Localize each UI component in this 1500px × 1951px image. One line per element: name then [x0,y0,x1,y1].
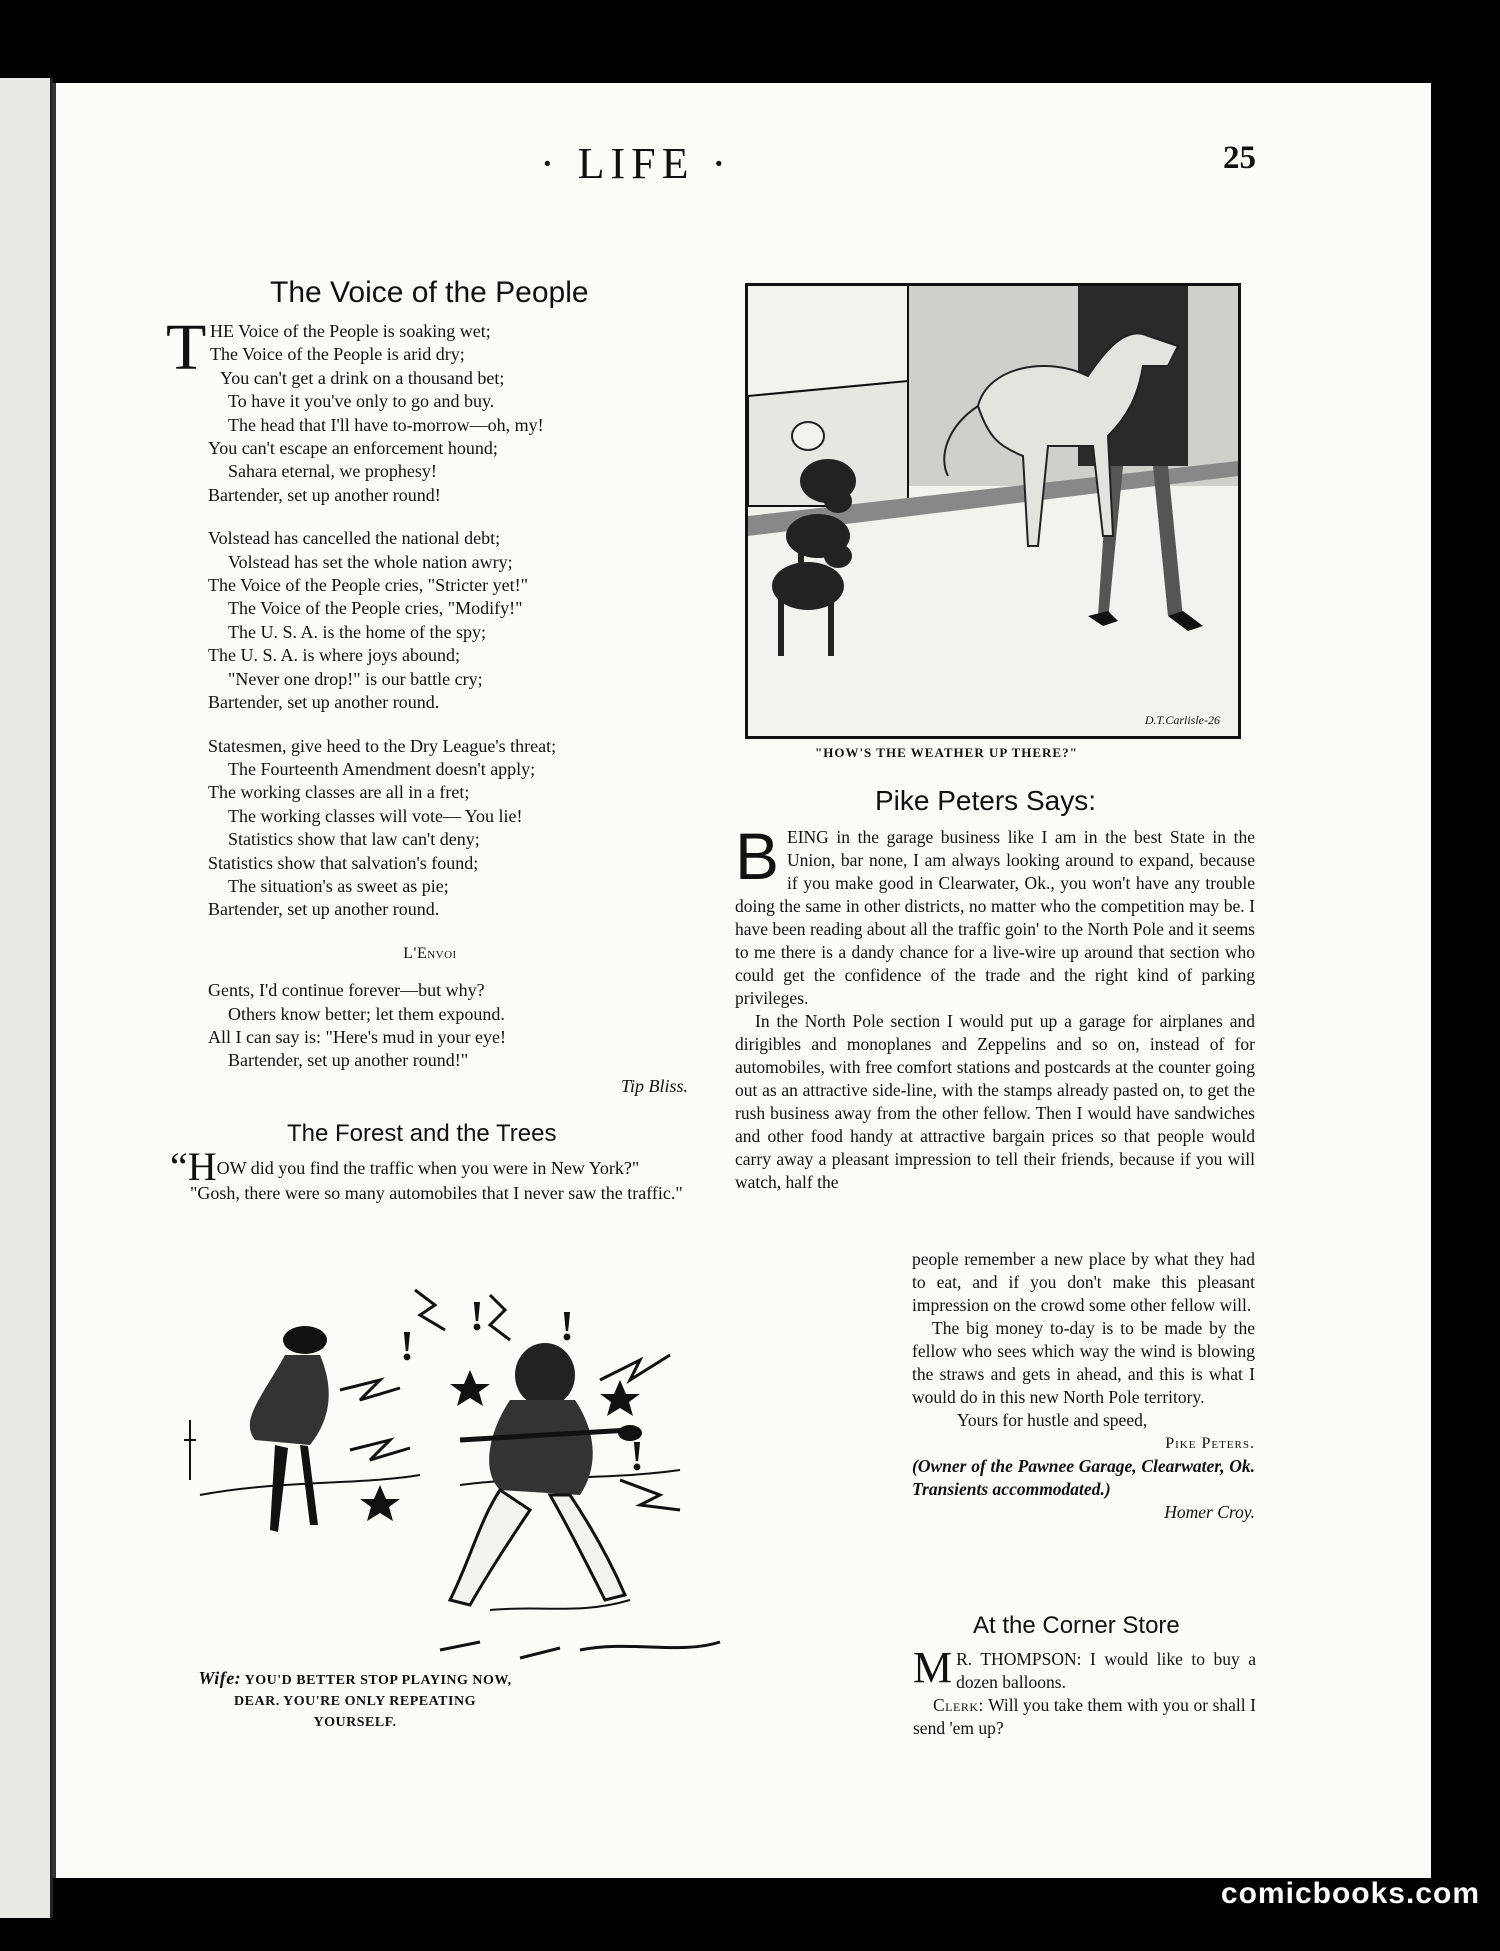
poem-line: The Voice of the People cries, "Stricter yet!" [208,575,528,596]
forest-drop-cap: “H [170,1144,217,1189]
golf-caption [195,1668,515,1733]
forest-body [170,1144,692,1204]
poem-line: Volstead has cancelled the national debt; [208,528,501,549]
poem-line: All I can say is: "Here's mud in your eye! [208,1026,507,1047]
svg-text:!: ! [630,1434,644,1480]
golf-cartoon [160,1270,910,1730]
poem-line: You can't get a drink on a thousand bet; [220,367,505,388]
corner-speaker: Clerk: [933,1695,984,1715]
corner-body [913,1643,1256,1740]
poem-line: HE Voice of the People is soaking wet; [210,321,491,341]
corner-line-2: Will you take them with you or shall I send 'em up? [913,1695,1256,1738]
dogs-illustration [748,286,1238,736]
poem-line: Statesmen, give heed to the Dry League's threat; [208,735,557,756]
poem-line: The situation's as sweet as pie; [228,875,449,896]
poem-author: Tip Bliss. [620,1075,688,1096]
facing-page-edge [0,78,53,1918]
dogs-cartoon [745,283,1241,739]
pike-note: (Owner of the Pawnee Garage, Clearwater, Ok. Transients accommodated.) [912,1456,1255,1499]
pike-drop-cap: B [735,819,780,893]
poem-title: The Voice of the People [270,276,589,309]
page-number: 25 [1223,140,1256,176]
poem-stanza-2 [160,527,700,714]
forest-line-1: “HOW did you find the traffic when you were in New York?" [170,1144,640,1189]
poem-line: The Voice of the People cries, "Modify!" [228,598,523,619]
forest-line-2: "Gosh, there were so many automobiles that I never saw the traffic." [190,1183,683,1203]
golf-illustration [160,1270,910,1670]
pike-paragraph-3: The big money to-day is to be made by the fellow who sees which way the wind is blowing the straws and gets in ahead, and this is what I would do in this new North Pole territory. [912,1318,1255,1407]
poem-line: Statistics show that salvation's found; [208,852,479,873]
poem-line: The Fourteenth Amendment doesn't apply; [228,758,536,779]
svg-text:!: ! [560,1304,574,1350]
poem-line: "Never one drop!" is our battle cry; [228,668,483,689]
svg-text:!: ! [400,1324,414,1370]
svg-text:!: ! [470,1294,484,1340]
poem-line: You can't escape an enforcement hound; [208,438,498,459]
poem-drop-cap: T [166,311,207,384]
poem-line: The working classes will vote— You lie! [228,805,523,826]
corner-title: At the Corner Store [973,1612,1180,1639]
artist-signature: D.T.Carlisle-26 [1144,713,1220,727]
poem-line: The working classes are all in a fret; [208,782,470,803]
golfer-figure [450,1343,642,1605]
pike-author: Homer Croy. [1164,1502,1255,1522]
poem-body [160,311,700,1098]
pike-body-continued [912,1248,1255,1524]
poem-line: Sahara eternal, we prophesy! [228,461,437,482]
poem-line: Gents, I'd continue forever—but why? [208,980,485,1001]
pike-closing: Yours for hustle and speed, [957,1410,1148,1430]
forest-title: The Forest and the Trees [287,1120,557,1147]
poem-line: To have it you've only to go and buy. [228,391,495,412]
poem-line: Others know better; let them expound. [228,1003,505,1024]
pike-body [735,819,1255,1194]
poem-line: Bartender, set up another round. [208,899,440,920]
poem-line: The Voice of the People is arid dry; [210,344,465,365]
poem-line: Volstead has set the whole nation awry; [228,551,513,572]
masthead: · LIFE · [540,139,733,188]
watermark: comicbooks.com [1220,1877,1480,1910]
poem-line: The head that I'll have to-morrow—oh, my! [228,414,544,435]
envoi-title: L'Envoi [403,944,457,962]
pike-name: Pike Peters. [1165,1435,1255,1452]
corner-line-1: R. THOMPSON: I would like to buy a dozen balloons. [956,1649,1256,1692]
pike-title: Pike Peters Says: [875,785,1096,816]
poem-line: The U. S. A. is the home of the spy; [228,621,486,642]
wife-figure [250,1326,329,1532]
poem-line: Bartender, set up another round!" [228,1050,469,1071]
poem-stanza-3 [160,735,700,922]
corner-drop-cap: M [913,1643,953,1692]
pike-paragraph-2: In the North Pole section I would put up a garage for airplanes and dirigibles and monoplanes and Zeppelins and so on, instead of for automobiles, with free comfort stations and postcards at the counter going out as an attractive side-line, with the stamps already pasted on, to get the rush business away from the other fellow. Then I would have sandwiches and other food handy at attractive bargain prices so that people would carry away a pleasant impression to tell their friends, because if you will watch, half the [735,1011,1255,1192]
pike-paragraph-2b: people remember a new place by what they had to eat, and if you don't make this pleasant impression on the crowd some other fellow will. [912,1249,1255,1315]
golf-caption-text: YOU'D BETTER STOP PLAYING NOW, DEAR. YOU'RE ONLY REPEATING YOURSELF. [234,1673,512,1730]
poem-stanza-1 [160,311,700,507]
poem-line: Bartender, set up another round. [208,692,440,713]
poem-line: Statistics show that law can't deny; [228,829,480,850]
poem-line: Bartender, set up another round! [208,484,441,505]
pike-paragraph-1: EING in the garage business like I am in the best State in the Union, bar none, I am always looking around to expand, because if you make good in Clearwater, Ok., you won't have any trouble doing the same in other districts, no matter who the competition may be. I have been reading about all the traffic goin' to the North Pole and it seems to me there is a dandy chance for a live-wire up around that section who could get the confidence of the trade and the right kind of parking privileges. [735,827,1255,1008]
dogs-caption: "HOW'S THE WEATHER UP THERE?" [815,745,1078,760]
poem-line: The U. S. A. is where joys abound; [208,645,460,666]
golf-caption-lead: Wife: [198,1668,242,1688]
poem-envoi [160,979,700,1073]
